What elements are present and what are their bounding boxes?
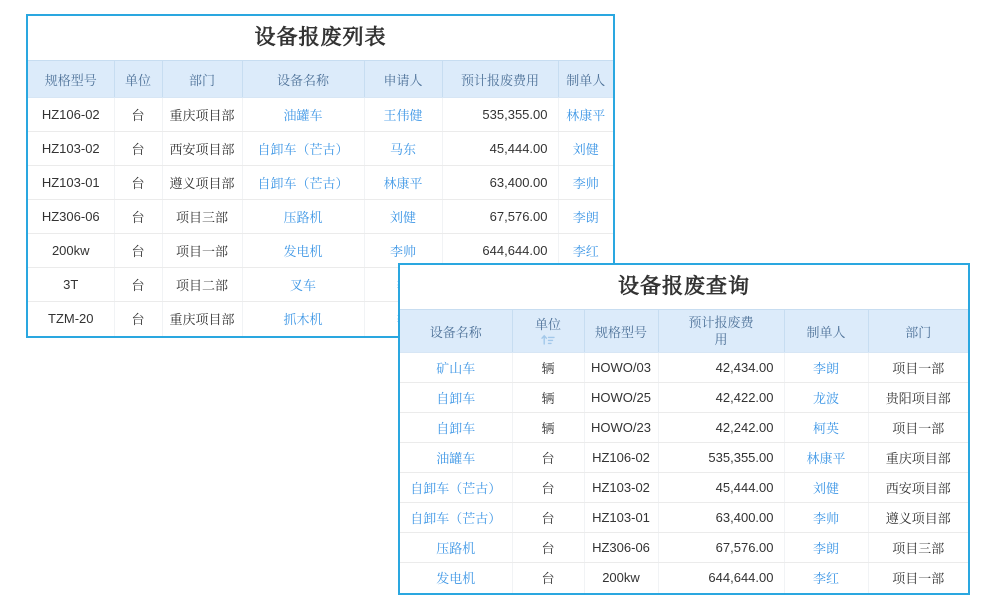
cell-cost: 42,242.00: [658, 413, 784, 443]
sort-ascending-icon[interactable]: [541, 334, 555, 345]
col-header-applicant: 申请人: [364, 61, 442, 98]
creator-link[interactable]: 李朗: [784, 353, 868, 383]
cell-dept: 项目三部: [162, 200, 242, 234]
cell-dept: 贵阳项目部: [868, 383, 968, 413]
cell-unit: 台: [512, 473, 584, 503]
table-row: [400, 473, 968, 503]
cell-unit: 台: [512, 563, 584, 593]
cell-spec: HZ103-02: [584, 473, 658, 503]
header-row: [400, 310, 968, 353]
creator-link[interactable]: 龙波: [784, 383, 868, 413]
col-header-spec: 规格型号: [584, 310, 658, 353]
creator-link[interactable]: 刘健: [558, 132, 613, 166]
device-link[interactable]: 发电机: [400, 563, 512, 593]
creator-link[interactable]: 李帅: [784, 503, 868, 533]
cell-cost: 45,444.00: [658, 473, 784, 503]
col-header-device: 设备名称: [242, 61, 364, 98]
cell-spec: HZ306-06: [28, 200, 114, 234]
creator-link[interactable]: 刘健: [784, 473, 868, 503]
creator-link[interactable]: 林康平: [558, 98, 613, 132]
cell-spec: HZ106-02: [28, 98, 114, 132]
cell-spec: HOWO/23: [584, 413, 658, 443]
cell-unit: 台: [114, 200, 162, 234]
device-link[interactable]: 抓木机: [242, 302, 364, 336]
cell-dept: 项目一部: [162, 234, 242, 268]
cell-dept: 西安项目部: [162, 132, 242, 166]
cell-cost: 535,355.00: [658, 443, 784, 473]
cell-spec: HOWO/25: [584, 383, 658, 413]
device-link[interactable]: 自卸车: [400, 383, 512, 413]
device-link[interactable]: 发电机: [242, 234, 364, 268]
cell-cost: 42,434.00: [658, 353, 784, 383]
table-row: [400, 533, 968, 563]
device-link[interactable]: 自卸车（芒古）: [400, 473, 512, 503]
col-header-creator: 制单人: [558, 61, 613, 98]
cell-spec: HZ103-01: [28, 166, 114, 200]
cell-unit: 台: [114, 98, 162, 132]
cell-cost: 42,422.00: [658, 383, 784, 413]
cell-unit: 辆: [512, 383, 584, 413]
col-header-dept: 部门: [162, 61, 242, 98]
cell-spec: HZ306-06: [584, 533, 658, 563]
cell-unit: 台: [114, 166, 162, 200]
applicant-link[interactable]: 刘健: [364, 200, 442, 234]
device-link[interactable]: 自卸车（芒古）: [242, 166, 364, 200]
table-row: [400, 413, 968, 443]
scrap-query-table: [400, 309, 968, 593]
scrap-list-title: 设备报废列表: [254, 26, 387, 49]
cell-dept: 项目一部: [868, 413, 968, 443]
applicant-link[interactable]: 王伟健: [364, 98, 442, 132]
device-link[interactable]: 叉车: [242, 268, 364, 302]
applicant-link[interactable]: 李帅: [364, 234, 442, 268]
cell-dept: 项目三部: [868, 533, 968, 563]
device-link[interactable]: 自卸车（芒古）: [242, 132, 364, 166]
cell-spec: TZM-20: [28, 302, 114, 336]
creator-link[interactable]: 李朗: [784, 533, 868, 563]
col-header-cost: [658, 310, 784, 353]
device-link[interactable]: 自卸车: [400, 413, 512, 443]
device-link[interactable]: 压路机: [242, 200, 364, 234]
col-header-cost-label: 预计报废费用: [688, 315, 754, 347]
header-row: [28, 61, 613, 98]
cell-dept: 重庆项目部: [868, 443, 968, 473]
cell-spec: 200kw: [28, 234, 114, 268]
creator-link[interactable]: 李红: [784, 563, 868, 593]
cell-dept: 项目二部: [162, 268, 242, 302]
cell-spec: HZ106-02: [584, 443, 658, 473]
cell-cost: 63,400.00: [442, 166, 558, 200]
cell-spec: HOWO/03: [584, 353, 658, 383]
applicant-link[interactable]: 马东: [364, 132, 442, 166]
creator-link[interactable]: 李朗: [558, 200, 613, 234]
cell-cost: 45,444.00: [442, 132, 558, 166]
cell-spec: 3T: [28, 268, 114, 302]
cell-dept: 项目一部: [892, 571, 945, 587]
cell-unit: 辆: [512, 413, 584, 443]
cell-spec: HZ103-02: [28, 132, 114, 166]
cell-cost: 644,644.00: [442, 234, 558, 268]
table-row: [400, 503, 968, 533]
cell-unit: 辆: [512, 353, 584, 383]
table-row: [400, 563, 968, 593]
col-header-unit-label: 单位: [534, 317, 561, 332]
col-header-creator: 制单人: [784, 310, 868, 353]
cell-dept: 遵义项目部: [162, 166, 242, 200]
col-header-unit: 单位: [114, 61, 162, 98]
cell-cost: 67,576.00: [442, 200, 558, 234]
cell-unit: 台: [114, 234, 162, 268]
cell-dept: 遵义项目部: [868, 503, 968, 533]
table-row: [28, 98, 613, 132]
device-link[interactable]: 矿山车: [400, 353, 512, 383]
device-link[interactable]: 油罐车: [400, 443, 512, 473]
table-row: [28, 132, 613, 166]
cell-cost: 67,576.00: [658, 533, 784, 563]
device-link[interactable]: 油罐车: [242, 98, 364, 132]
creator-link[interactable]: 李红: [558, 234, 613, 268]
col-header-spec: 规格型号: [28, 61, 114, 98]
creator-link[interactable]: 柯英: [784, 413, 868, 443]
cell-unit: 台: [114, 132, 162, 166]
cell-unit: 台: [512, 533, 584, 563]
cell-dept: 重庆项目部: [162, 98, 242, 132]
creator-link[interactable]: 林康平: [784, 443, 868, 473]
table-row: [400, 353, 968, 383]
cell-cost: 535,355.00: [442, 98, 558, 132]
cell-unit: 台: [114, 268, 162, 302]
cell-cost: 63,400.00: [658, 503, 784, 533]
creator-link[interactable]: 李帅: [558, 166, 613, 200]
col-header-dept: 部门: [868, 310, 968, 353]
cell-spec: HZ103-01: [584, 503, 658, 533]
applicant-link[interactable]: 林康平: [364, 166, 442, 200]
cell-dept: 项目一部: [868, 353, 968, 383]
col-header-unit-sortable[interactable]: [512, 310, 584, 353]
table-row: [400, 383, 968, 413]
cell-dept: 重庆项目部: [162, 302, 242, 336]
device-link[interactable]: 压路机: [400, 533, 512, 563]
table-row: [28, 166, 613, 200]
table-row: [400, 443, 968, 473]
table-row: [28, 200, 613, 234]
cell-unit: 台: [114, 302, 162, 336]
cell-dept: 西安项目部: [868, 473, 968, 503]
cell-unit: 台: [512, 503, 584, 533]
device-link[interactable]: 自卸车（芒古）: [400, 503, 512, 533]
cell-spec: 200kw: [584, 563, 658, 593]
scrap-query-title: 设备报废查询: [618, 275, 750, 298]
scrap-query-panel: [398, 263, 970, 595]
col-header-cost: 预计报废费用: [442, 61, 558, 98]
cell-unit: 台: [512, 443, 584, 473]
col-header-device: 设备名称: [400, 310, 512, 353]
cell-cost: 644,644.00: [658, 563, 784, 593]
